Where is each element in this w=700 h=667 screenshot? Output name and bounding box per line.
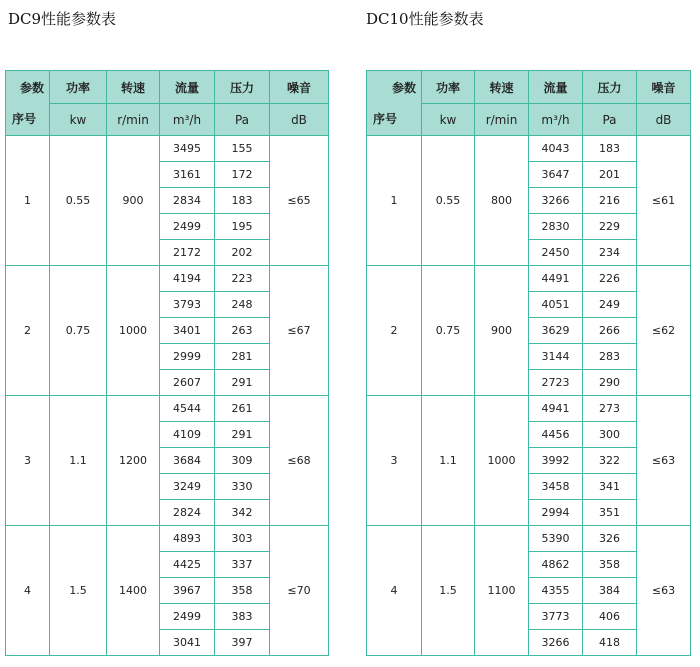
pressure-value: 183 [583,136,637,162]
pressure-value: 229 [583,214,637,240]
dc9-table [5,70,329,656]
unit-header: kw [422,104,475,136]
flow-value: 2172 [160,240,215,266]
flow-value: 4893 [160,526,215,552]
flow-value: 3266 [529,188,583,214]
unit-header: kw [50,104,107,136]
flow-value: 3401 [160,318,215,344]
pressure-value: 330 [215,474,270,500]
pressure-value: 351 [583,500,637,526]
flow-value: 5390 [529,526,583,552]
dc9-title: DC9性能参数表 [8,10,117,28]
group-noise: ≤63 [637,396,691,526]
column-header: 功率 [422,71,475,104]
flow-value: 4109 [160,422,215,448]
flow-value: 4425 [160,552,215,578]
pressure-value: 172 [215,162,270,188]
table-row [367,266,691,292]
flow-value: 4043 [529,136,583,162]
dc10-title: DC10性能参数表 [366,10,484,28]
flow-value: 2824 [160,500,215,526]
pressure-value: 202 [215,240,270,266]
group-speed: 900 [107,136,160,266]
flow-value: 4051 [529,292,583,318]
pressure-value: 216 [583,188,637,214]
pressure-value: 397 [215,630,270,656]
table-row [367,136,691,162]
flow-value: 2830 [529,214,583,240]
group-noise: ≤67 [270,266,329,396]
column-header: 流量 [160,71,215,104]
pressure-value: 234 [583,240,637,266]
group-power: 0.55 [50,136,107,266]
flow-value: 3793 [160,292,215,318]
flow-value: 3647 [529,162,583,188]
flow-value: 3495 [160,136,215,162]
column-header: 流量 [529,71,583,104]
unit-header: m³/h [529,104,583,136]
corner-param-label: 参数 [19,81,44,95]
flow-value: 3144 [529,344,583,370]
corner-param-label: 参数 [391,81,416,95]
flow-value: 4862 [529,552,583,578]
unit-header: Pa [583,104,637,136]
column-header: 压力 [583,71,637,104]
table-row [6,266,329,292]
group-speed: 1400 [107,526,160,656]
pressure-value: 341 [583,474,637,500]
group-power: 1.5 [50,526,107,656]
table-row [6,136,329,162]
pressure-value: 358 [215,578,270,604]
group-noise: ≤62 [637,266,691,396]
group-speed: 900 [475,266,529,396]
column-header: 转速 [107,71,160,104]
flow-value: 4491 [529,266,583,292]
pressure-value: 406 [583,604,637,630]
group-power: 0.75 [50,266,107,396]
flow-value: 2994 [529,500,583,526]
pressure-value: 303 [215,526,270,552]
flow-value: 2999 [160,344,215,370]
pressure-value: 263 [215,318,270,344]
flow-value: 3041 [160,630,215,656]
pressure-value: 155 [215,136,270,162]
flow-value: 3967 [160,578,215,604]
pressure-value: 195 [215,214,270,240]
pressure-value: 383 [215,604,270,630]
unit-header: r/min [475,104,529,136]
group-noise: ≤68 [270,396,329,526]
dc10-table [366,70,691,656]
pressure-value: 300 [583,422,637,448]
column-header: 压力 [215,71,270,104]
pressure-value: 326 [583,526,637,552]
table-row [367,396,691,422]
group-index: 3 [367,396,422,526]
flow-value: 3161 [160,162,215,188]
group-speed: 1100 [475,526,529,656]
group-speed: 1200 [107,396,160,526]
pressure-value: 283 [583,344,637,370]
flow-value: 2499 [160,214,215,240]
unit-header: Pa [215,104,270,136]
group-power: 1.1 [422,396,475,526]
flow-value: 4544 [160,396,215,422]
corner-index-label: 序号 [373,112,398,126]
column-header: 功率 [50,71,107,104]
group-index: 1 [6,136,50,266]
flow-value: 3266 [529,630,583,656]
group-index: 4 [367,526,422,656]
group-power: 1.1 [50,396,107,526]
flow-value: 4355 [529,578,583,604]
group-index: 2 [6,266,50,396]
pressure-value: 309 [215,448,270,474]
flow-value: 3773 [529,604,583,630]
group-power: 1.5 [422,526,475,656]
unit-header: dB [270,104,329,136]
group-index: 1 [367,136,422,266]
unit-header: dB [637,104,691,136]
pressure-value: 290 [583,370,637,396]
pressure-value: 291 [215,422,270,448]
flow-value: 4941 [529,396,583,422]
group-speed: 800 [475,136,529,266]
table-row [367,526,691,552]
group-noise: ≤70 [270,526,329,656]
flow-value: 2723 [529,370,583,396]
table-row [6,526,329,552]
flow-value: 2499 [160,604,215,630]
flow-value: 2834 [160,188,215,214]
group-index: 4 [6,526,50,656]
pressure-value: 201 [583,162,637,188]
group-noise: ≤61 [637,136,691,266]
unit-header: m³/h [160,104,215,136]
pressure-value: 291 [215,370,270,396]
pressure-value: 273 [583,396,637,422]
pressure-value: 226 [583,266,637,292]
group-noise: ≤65 [270,136,329,266]
flow-value: 2607 [160,370,215,396]
group-index: 2 [367,266,422,396]
table-row [6,396,329,422]
pressure-value: 261 [215,396,270,422]
pressure-value: 342 [215,500,270,526]
pressure-value: 322 [583,448,637,474]
pressure-value: 384 [583,578,637,604]
flow-value: 3629 [529,318,583,344]
group-index: 3 [6,396,50,526]
corner-header-cell [367,71,422,136]
group-speed: 1000 [107,266,160,396]
pressure-value: 418 [583,630,637,656]
column-header: 转速 [475,71,529,104]
column-header: 噪音 [637,71,691,104]
flow-value: 3458 [529,474,583,500]
pressure-value: 223 [215,266,270,292]
pressure-value: 249 [583,292,637,318]
pressure-value: 281 [215,344,270,370]
flow-value: 4194 [160,266,215,292]
corner-index-label: 序号 [12,112,37,126]
corner-header-cell [6,71,50,136]
group-speed: 1000 [475,396,529,526]
pressure-value: 337 [215,552,270,578]
unit-header: r/min [107,104,160,136]
flow-value: 2450 [529,240,583,266]
group-noise: ≤63 [637,526,691,656]
flow-value: 3684 [160,448,215,474]
pressure-value: 248 [215,292,270,318]
group-power: 0.55 [422,136,475,266]
pressure-value: 358 [583,552,637,578]
flow-value: 3992 [529,448,583,474]
column-header: 噪音 [270,71,329,104]
pressure-value: 266 [583,318,637,344]
group-power: 0.75 [422,266,475,396]
pressure-value: 183 [215,188,270,214]
flow-value: 4456 [529,422,583,448]
flow-value: 3249 [160,474,215,500]
